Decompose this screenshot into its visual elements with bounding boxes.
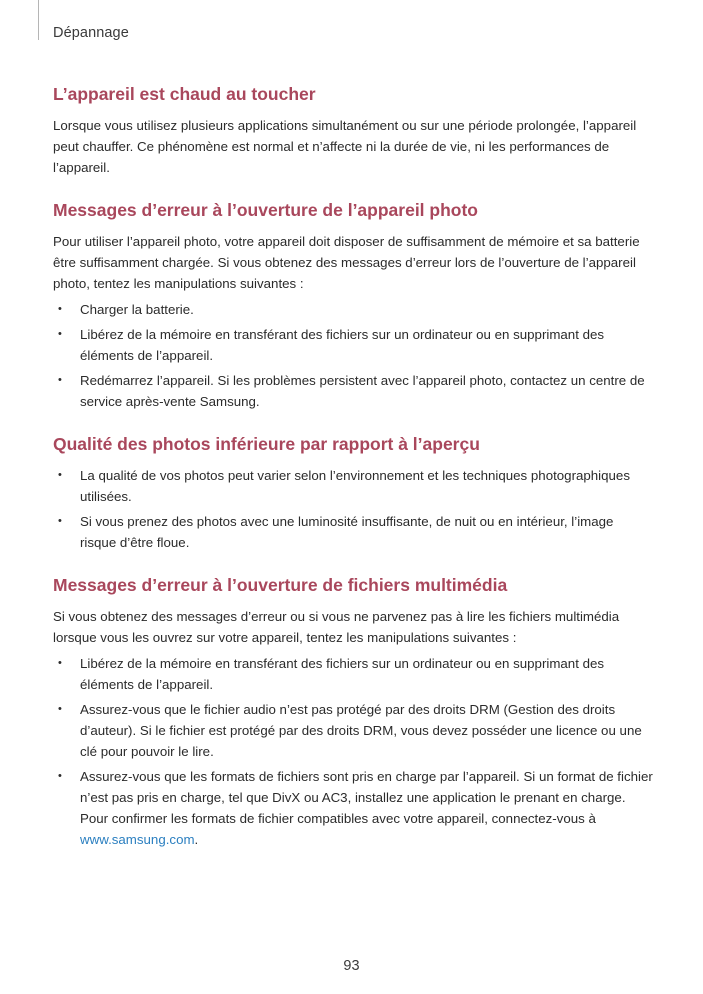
bullet-icon: • bbox=[58, 703, 62, 715]
list-item bbox=[53, 465, 653, 507]
bullet-icon: • bbox=[58, 515, 62, 527]
list-item bbox=[53, 766, 653, 850]
list-item-text: Charger la batterie. bbox=[80, 302, 194, 317]
section-camera-errors bbox=[53, 198, 653, 412]
section-multimedia-errors bbox=[53, 573, 653, 850]
bullet-icon: • bbox=[58, 328, 62, 340]
header-divider bbox=[38, 0, 39, 40]
section-title: Qualité des photos inférieure par rapport à l’aperçu bbox=[53, 434, 480, 454]
page-content bbox=[53, 82, 653, 870]
section-title: L’appareil est chaud au toucher bbox=[53, 84, 316, 104]
list-item-text: Redémarrez l’appareil. Si les problèmes persistent avec l’appareil photo, contactez un centre de service après-vente Samsung. bbox=[80, 373, 645, 409]
section-device-hot bbox=[53, 82, 653, 178]
list-item-text: Libérez de la mémoire en transférant des fichiers sur un ordinateur ou en supprimant des éléments de l’appareil. bbox=[80, 327, 605, 363]
list-item-text: La qualité de vos photos peut varier selon l’environnement et les techniques photographiques utilisées. bbox=[80, 468, 630, 504]
list-item bbox=[53, 699, 653, 762]
list-item bbox=[53, 653, 653, 695]
section-photo-quality bbox=[53, 432, 653, 553]
bullet-list bbox=[53, 653, 653, 850]
section-title: Messages d’erreur à l’ouverture de l’appareil photo bbox=[53, 200, 478, 220]
list-item-text: Libérez de la mémoire en transférant des fichiers sur un ordinateur ou en supprimant des éléments de l’appareil. bbox=[80, 656, 605, 692]
bullet-icon: • bbox=[58, 303, 62, 315]
section-title: Messages d’erreur à l’ouverture de fichiers multimédia bbox=[53, 575, 508, 595]
bullet-icon: • bbox=[58, 374, 62, 386]
list-item bbox=[53, 324, 653, 366]
bullet-list bbox=[53, 465, 653, 553]
bullet-icon: • bbox=[58, 770, 62, 782]
bullet-list bbox=[53, 299, 653, 412]
bullet-icon: • bbox=[58, 469, 62, 481]
list-item bbox=[53, 511, 653, 553]
list-item-text: Assurez-vous que le fichier audio n’est pas protégé par des droits DRM (Gestion des droits d’auteur). Si le fichier est protégé par des droits DRM, vous devez posséder une licence ou une clé pour pouvoir le lire. bbox=[80, 702, 642, 759]
section-paragraph: Si vous obtenez des messages d’erreur ou si vous ne parvenez pas à lire les fichiers multimédia lorsque vous les ouvrez sur votre appareil, tentez les manipulations suivantes : bbox=[53, 609, 620, 645]
list-item bbox=[53, 299, 653, 320]
list-item bbox=[53, 370, 653, 412]
page-number: 93 bbox=[343, 958, 360, 974]
section-paragraph: Pour utiliser l’appareil photo, votre appareil doit disposer de suffisamment de mémoire et sa batterie être suffisamment chargée. Si vous obtenez des messages d’erreur lors de l’ouverture de l’appareil photo, tentez les manipulations suivantes : bbox=[53, 234, 640, 291]
list-item-end-punctuation: . bbox=[194, 832, 199, 847]
page-header: Dépannage bbox=[53, 25, 129, 41]
list-item-text: Assurez-vous que les formats de fichiers sont pris en charge par l’appareil. Si un format de fichier n’est pas pris en charge, tel que DivX ou AC3, installez une application le prenant en charge. Pour confirmer les formats de fichier compatibles avec votre appareil, connectez-vous à bbox=[80, 769, 653, 826]
bullet-icon: • bbox=[58, 657, 62, 669]
section-paragraph: Lorsque vous utilisez plusieurs applications simultanément ou sur une période prolongée, l’appareil peut chauffer. Ce phénomène est normal et n’affecte ni la durée de vie, ni les performances de l’appareil. bbox=[53, 118, 637, 175]
list-item-text: Si vous prenez des photos avec une luminosité insuffisante, de nuit ou en intérieur, l’image risque d’être floue. bbox=[80, 514, 614, 550]
samsung-website-link[interactable]: www.samsung.com bbox=[80, 832, 195, 847]
